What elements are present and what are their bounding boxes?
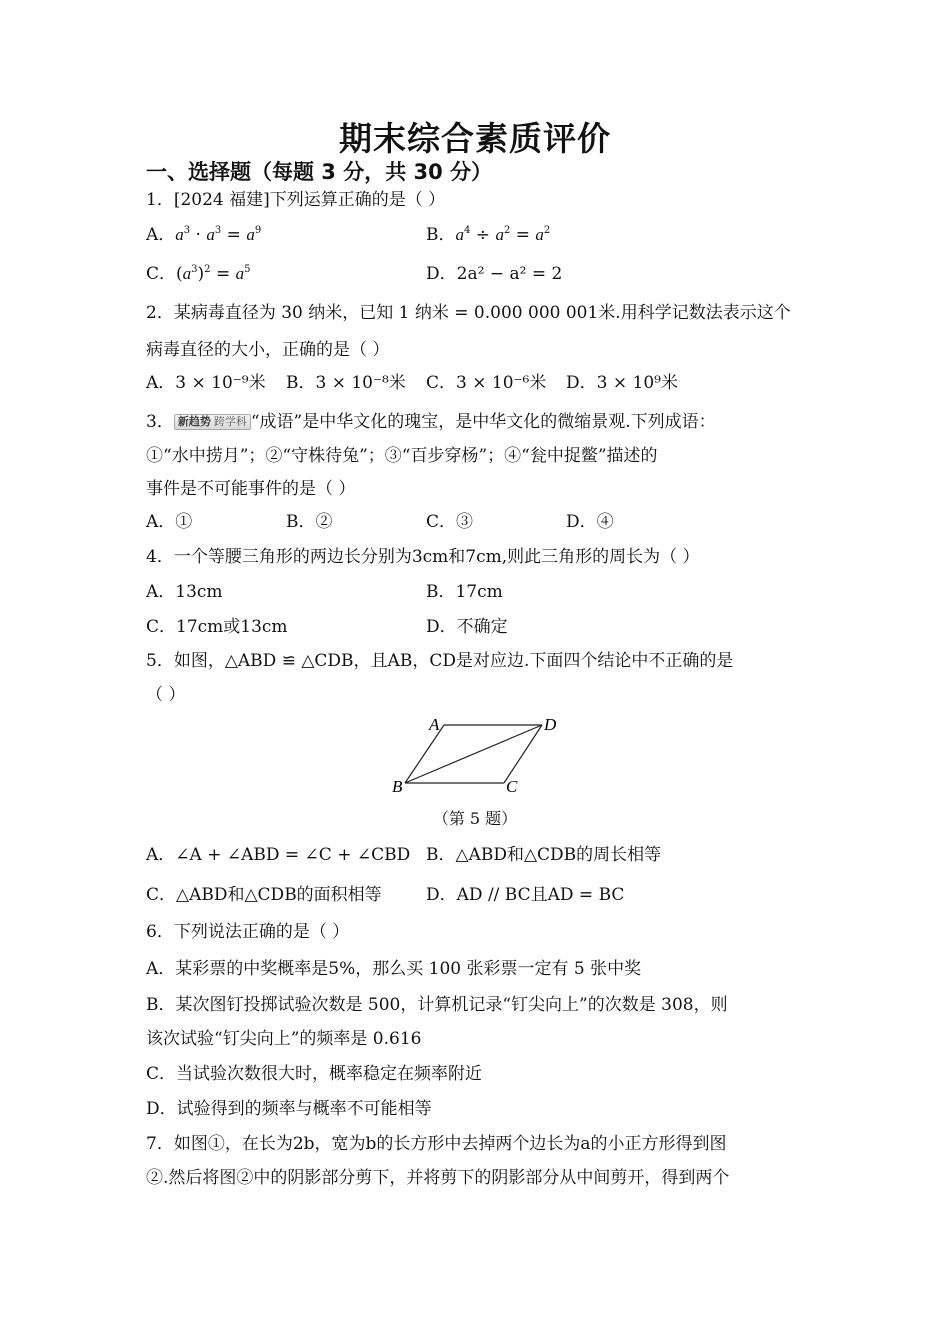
page-title: 期末综合素质评价: [339, 119, 611, 158]
q2-option-d: D．3 × 10⁹米: [566, 373, 678, 393]
question-3-line-3: 事件是不可能事件的是（ ）: [146, 479, 356, 499]
q1-option-d-label: D．: [426, 264, 457, 284]
q1-option-c: C．$(a^3)^2 = a^5$: [146, 264, 251, 284]
vertex-label-a: A: [429, 715, 440, 734]
q4-option-d: D．不确定: [426, 617, 508, 637]
q6-option-c: C．当试验次数很大时，概率稳定在频率附近: [146, 1064, 483, 1084]
question-3-line-1: [146, 411, 716, 433]
q1-option-b-label: B．: [426, 225, 456, 245]
q1-option-d: [426, 263, 562, 285]
q1-option-a-label: A．: [146, 225, 176, 245]
question-2-line-2: 病毒直径的大小，正确的是（ ）: [146, 340, 390, 360]
question-7-line-1: 7．如图①，在长为2b，宽为b的长方形中去掉两个边长为a的小正方形得到图: [146, 1134, 727, 1154]
q1-option-b: B．$a^4 \div a^2 = a^2$: [426, 225, 551, 245]
q3-option-d: D．④: [566, 512, 614, 532]
diagonal-bd: [405, 725, 542, 783]
q2-option-b: B．3 × 10⁻⁸米: [286, 373, 406, 393]
q4-option-c: C．17cm或13cm: [146, 617, 288, 637]
vertex-label-d: D: [544, 715, 557, 734]
q6-option-a: A．某彩票的中奖概率是5%，那么买 100 张彩票一定有 5 张中奖: [146, 959, 642, 979]
q5-option-d: D．AD // BC且AD = BC: [426, 885, 625, 905]
figure-caption: （第 5 题）: [432, 809, 518, 828]
question-6-stem: 6．下列说法正确的是（ ）: [146, 922, 350, 942]
parallelogram-figure: [380, 708, 570, 798]
q3-line-1-text: “成语”是中华文化的瑰宝，是中华文化的微缩景观.下列成语：: [250, 412, 716, 432]
question-5-line-2: （ ）: [146, 685, 186, 705]
q4-option-b: B．17cm: [426, 582, 503, 602]
q2-option-c: C．3 × 10⁻⁶米: [426, 373, 547, 393]
q1-option-a: A．$a^3 \cdot a^3 = a^9$: [146, 225, 262, 245]
question-3-line-2: ①“水中捞月”；②“守株待兔”；③“百步穿杨”；④“瓮中捉鳖”描述的: [146, 446, 658, 466]
vertex-label-b: B: [392, 777, 403, 796]
question-5-line-1: 5．如图，△ABD ≌ △CDB，且AB，CD是对应边.下面四个结论中不正确的是: [146, 651, 734, 671]
q5-option-b: B．△ABD和△CDB的周长相等: [426, 845, 662, 865]
q4-option-a: A．13cm: [146, 582, 223, 602]
q1-option-c-label: C．: [146, 264, 177, 284]
q6-option-b-line-2: 该次试验“钉尖向上”的频率是 0.616: [146, 1029, 422, 1049]
vertex-label-c: C: [506, 777, 518, 796]
q5-option-a: A．∠A + ∠ABD = ∠C + ∠CBD: [146, 845, 411, 865]
q3-option-b: B．②: [286, 512, 333, 532]
trend-badge: [174, 414, 251, 430]
q6-option-d: D．试验得到的频率与概率不可能相等: [146, 1099, 432, 1119]
q2-option-a: A．3 × 10⁻⁹米: [146, 373, 266, 393]
q6-option-b-line-1: B．某次图钉投掷试验次数是 500，计算机记录“钉尖向上”的次数是 308，则: [146, 995, 728, 1015]
q3-option-c: C．③: [426, 512, 474, 532]
q3-number: 3．: [146, 412, 174, 432]
question-1-stem: 1．[2024 福建]下列运算正确的是（ ）: [146, 190, 446, 210]
section-heading: 一、选择题（每题 3 分，共 30 分）: [146, 160, 493, 184]
question-2-line-1: 2．某病毒直径为 30 纳米，已知 1 纳米 = 0.000 000 001米.用科学记数法表示这个: [146, 303, 791, 323]
q1-option-d-text: 2a² − a² = 2: [456, 264, 563, 284]
question-4-stem: 4．一个等腰三角形的两边长分别为3cm和7cm,则此三角形的周长为（ ）: [146, 547, 700, 567]
trend-badge-sub: 跨学科: [213, 415, 247, 428]
q3-option-a: A．①: [146, 512, 193, 532]
trend-badge-main: 新趋势: [177, 415, 211, 428]
edge-cd: [504, 725, 542, 783]
q5-option-c: C．△ABD和△CDB的面积相等: [146, 885, 382, 905]
question-7-line-2: ②.然后将图②中的阴影部分剪下，并将剪下的阴影部分从中间剪开，得到两个: [146, 1168, 730, 1188]
